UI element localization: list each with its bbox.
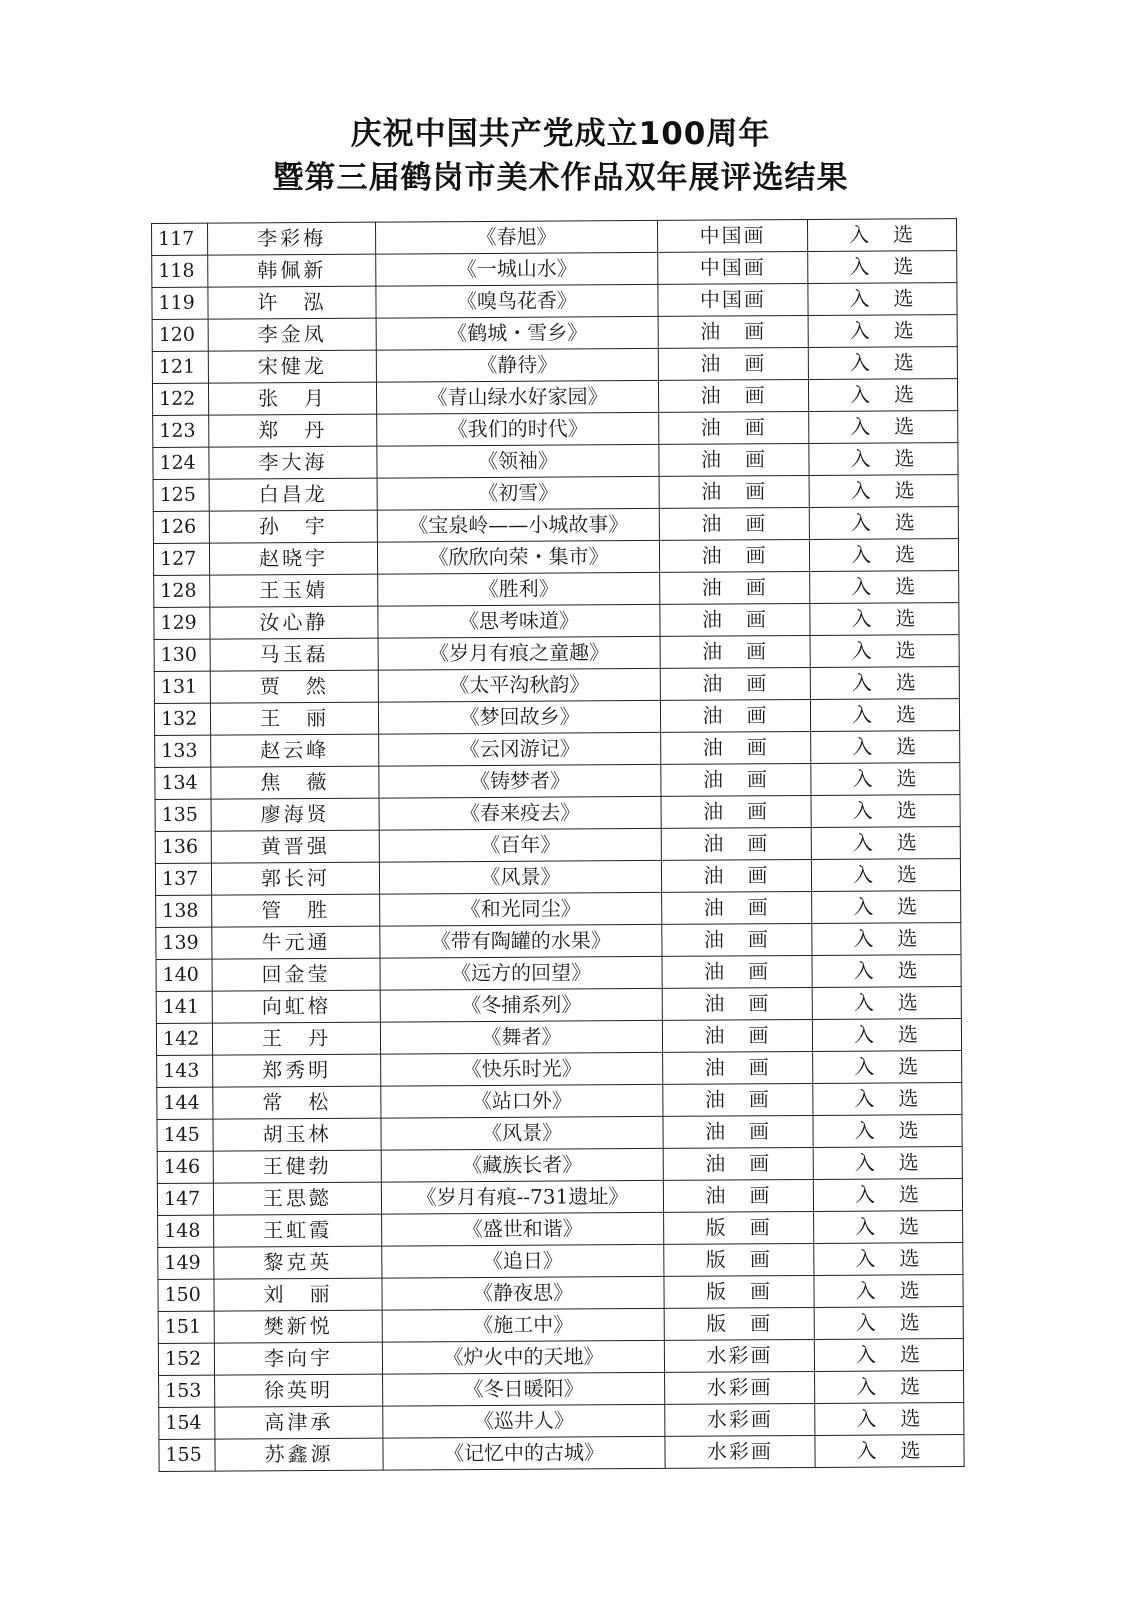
title-line-1: 庆祝中国共产党成立100周年 [350,116,771,152]
cell-number: 155 [159,1439,215,1471]
results-table [151,218,965,1472]
cell-result: 入 选 [810,667,959,700]
cell-result: 入 选 [810,699,959,732]
cell-result: 入 选 [814,1211,963,1244]
cell-number: 130 [154,639,210,671]
cell-number: 139 [156,927,212,959]
cell-work-title: 《欣欣向荣・集市》 [377,540,659,574]
cell-result: 入 选 [811,795,960,828]
table-row [158,1307,963,1344]
cell-artist-name: 管 胜 [212,894,380,927]
table-row [155,859,960,896]
cell-result: 入 选 [812,987,961,1020]
cell-result: 入 选 [814,1339,963,1372]
cell-work-title: 《嗅鸟花香》 [376,284,658,318]
cell-work-title: 《藏族长者》 [381,1148,663,1182]
cell-number: 123 [153,415,209,447]
table-row [154,603,959,640]
cell-number: 151 [158,1311,214,1343]
cell-number: 144 [157,1087,213,1119]
cell-artist-name: 李金凤 [208,318,376,351]
table-row [159,1403,964,1440]
cell-category: 油 画 [662,987,812,1020]
table-row [159,1435,964,1472]
cell-category: 油 画 [663,1147,813,1180]
cell-artist-name: 向虹榕 [212,990,380,1023]
cell-result: 入 选 [808,283,957,316]
cell-work-title: 《青山绿水好家园》 [376,380,658,414]
cell-artist-name: 马玉磊 [210,638,378,671]
cell-work-title: 《云冈游记》 [379,732,661,766]
cell-work-title: 《领袖》 [377,444,659,478]
cell-artist-name: 宋健龙 [208,350,376,383]
cell-result: 入 选 [812,891,961,924]
cell-artist-name: 张 月 [208,382,376,415]
cell-artist-name: 王玉婧 [210,574,378,607]
cell-work-title: 《记忆中的古城》 [383,1436,665,1470]
cell-category: 油 画 [660,699,810,732]
table-row [153,411,958,448]
cell-category: 油 画 [661,763,811,796]
cell-artist-name: 许 泓 [208,286,376,319]
cell-artist-name: 黎克英 [214,1246,382,1279]
cell-result: 入 选 [810,635,959,668]
cell-artist-name: 廖海贤 [211,798,379,831]
cell-result: 入 选 [811,731,960,764]
cell-category: 油 画 [660,635,810,668]
table-row [156,1019,961,1056]
cell-category: 油 画 [661,859,811,892]
cell-number: 154 [159,1407,215,1439]
cell-work-title: 《梦回故乡》 [378,700,660,734]
cell-category: 油 画 [659,539,809,572]
table-row [153,539,958,576]
cell-number: 129 [154,607,210,639]
cell-work-title: 《盛世和谐》 [382,1212,664,1246]
cell-category: 油 画 [660,571,810,604]
cell-result: 入 选 [811,763,960,796]
cell-result: 入 选 [812,955,961,988]
cell-result: 入 选 [809,411,958,444]
cell-category: 水彩画 [664,1339,814,1372]
cell-work-title: 《站口外》 [381,1084,663,1118]
cell-category: 水彩画 [665,1371,815,1404]
cell-result: 入 选 [813,1051,962,1084]
cell-number: 122 [152,383,208,415]
cell-number: 128 [154,575,210,607]
cell-category: 油 画 [662,955,812,988]
title-line-2: 暨第三届鹤岗市美术作品双年展评选结果 [272,160,849,196]
cell-work-title: 《风景》 [381,1116,663,1150]
cell-artist-name: 苏鑫源 [215,1438,383,1471]
cell-result: 入 选 [813,1083,962,1116]
cell-category: 油 画 [663,1179,813,1212]
cell-result: 入 选 [814,1243,963,1276]
cell-number: 147 [157,1183,213,1215]
cell-artist-name: 徐英明 [215,1374,383,1407]
cell-category: 油 画 [661,827,811,860]
table-row [154,571,959,608]
cell-work-title: 《岁月有痕之童趣》 [378,636,660,670]
cell-result: 入 选 [815,1403,964,1436]
table-row [156,891,961,928]
cell-work-title: 《风景》 [379,860,661,894]
cell-artist-name: 王健勃 [213,1150,381,1183]
document-title [0,112,1121,200]
table-row [154,635,959,672]
table-row [152,219,957,256]
cell-result: 入 选 [812,1019,961,1052]
cell-result: 入 选 [807,219,956,252]
table-row [156,923,961,960]
cell-artist-name: 回金莹 [212,958,380,991]
cell-result: 入 选 [810,603,959,636]
cell-result: 入 选 [815,1435,964,1468]
cell-result: 入 选 [809,443,958,476]
cell-artist-name: 牛元通 [212,926,380,959]
cell-category: 油 画 [662,891,812,924]
table-row [155,795,960,832]
cell-work-title: 《远方的回望》 [380,956,662,990]
cell-result: 入 选 [813,1115,962,1148]
cell-number: 117 [152,223,208,255]
cell-artist-name: 焦 薇 [211,766,379,799]
cell-artist-name: 贾 然 [210,670,378,703]
cell-number: 125 [153,479,209,511]
cell-number: 132 [154,703,210,735]
cell-number: 137 [155,863,211,895]
table-row [157,1051,962,1088]
cell-artist-name: 李大海 [209,446,377,479]
cell-number: 152 [158,1343,214,1375]
table-row [152,379,957,416]
cell-work-title: 《岁月有痕--731遗址》 [381,1180,663,1214]
cell-category: 油 画 [659,475,809,508]
table-row [153,507,958,544]
cell-work-title: 《巡井人》 [383,1404,665,1438]
table-row [159,1371,964,1408]
cell-result: 入 选 [815,1371,964,1404]
cell-number: 138 [156,895,212,927]
cell-result: 入 选 [811,827,960,860]
cell-category: 水彩画 [665,1403,815,1436]
cell-artist-name: 郑 丹 [209,414,377,447]
cell-category: 油 画 [658,379,808,412]
cell-category: 版 画 [664,1211,814,1244]
cell-category: 版 画 [664,1307,814,1340]
cell-result: 入 选 [814,1307,963,1340]
cell-category: 油 画 [659,411,809,444]
cell-artist-name: 王思懿 [213,1182,381,1215]
cell-number: 135 [155,799,211,831]
cell-artist-name: 白昌龙 [209,478,377,511]
cell-artist-name: 李彩梅 [208,222,376,255]
cell-number: 133 [155,735,211,767]
cell-work-title: 《太平沟秋韵》 [378,668,660,702]
cell-artist-name: 胡玉林 [213,1118,381,1151]
results-table-body [152,219,965,1472]
table-row [152,283,957,320]
cell-category: 中国画 [658,251,808,284]
table-row [158,1211,963,1248]
cell-number: 131 [154,671,210,703]
cell-artist-name: 郭长河 [211,862,379,895]
cell-work-title: 《胜利》 [378,572,660,606]
cell-category: 油 画 [658,315,808,348]
cell-number: 145 [157,1119,213,1151]
cell-work-title: 《冬捕系列》 [380,988,662,1022]
cell-artist-name: 汝心静 [210,606,378,639]
cell-work-title: 《炉火中的天地》 [382,1340,664,1374]
cell-category: 油 画 [659,507,809,540]
cell-number: 119 [152,287,208,319]
cell-result: 入 选 [813,1179,962,1212]
cell-result: 入 选 [808,315,957,348]
cell-result: 入 选 [811,859,960,892]
cell-artist-name: 赵晓宇 [209,542,377,575]
table-row [152,315,957,352]
cell-category: 水彩画 [665,1435,815,1468]
cell-number: 127 [153,543,209,575]
cell-category: 版 画 [664,1243,814,1276]
cell-artist-name: 刘 丽 [214,1278,382,1311]
cell-work-title: 《带有陶罐的水果》 [380,924,662,958]
table-row [156,987,961,1024]
cell-work-title: 《舞者》 [380,1020,662,1054]
results-table-wrap [151,218,965,1472]
cell-category: 油 画 [663,1115,813,1148]
cell-artist-name: 王 丽 [210,702,378,735]
cell-work-title: 《鹤城・雪乡》 [376,316,658,350]
table-row [157,1179,962,1216]
cell-artist-name: 常 松 [213,1086,381,1119]
cell-work-title: 《铸梦者》 [379,764,661,798]
cell-result: 入 选 [810,571,959,604]
cell-work-title: 《春来疫去》 [379,796,661,830]
table-row [155,763,960,800]
cell-result: 入 选 [808,379,957,412]
cell-result: 入 选 [809,475,958,508]
table-row [152,251,957,288]
cell-result: 入 选 [814,1275,963,1308]
cell-number: 148 [158,1215,214,1247]
cell-work-title: 《追日》 [382,1244,664,1278]
cell-work-title: 《思考味道》 [378,604,660,638]
cell-category: 油 画 [659,443,809,476]
cell-result: 入 选 [808,251,957,284]
table-row [154,667,959,704]
table-row [158,1243,963,1280]
cell-artist-name: 黄晋强 [211,830,379,863]
cell-artist-name: 樊新悦 [214,1310,382,1343]
table-row [158,1275,963,1312]
cell-work-title: 《施工中》 [382,1308,664,1342]
table-row [154,699,959,736]
cell-category: 油 画 [663,1051,813,1084]
cell-category: 油 画 [661,731,811,764]
cell-work-title: 《快乐时光》 [381,1052,663,1086]
cell-number: 149 [158,1247,214,1279]
cell-number: 120 [152,319,208,351]
cell-number: 140 [156,959,212,991]
cell-work-title: 《静待》 [376,348,658,382]
cell-artist-name: 李向宇 [214,1342,382,1375]
cell-result: 入 选 [809,507,958,540]
cell-work-title: 《我们的时代》 [377,412,659,446]
cell-category: 中国画 [657,219,807,252]
cell-work-title: 《宝泉岭——小城故事》 [377,508,659,542]
cell-artist-name: 赵云峰 [211,734,379,767]
cell-category: 油 画 [660,667,810,700]
table-row [155,731,960,768]
table-row [157,1147,962,1184]
table-row [153,475,958,512]
cell-number: 134 [155,767,211,799]
cell-number: 146 [157,1151,213,1183]
table-row [158,1339,963,1376]
cell-number: 153 [159,1375,215,1407]
cell-work-title: 《初雪》 [377,476,659,510]
table-row [152,347,957,384]
cell-category: 版 画 [664,1275,814,1308]
cell-number: 126 [153,511,209,543]
table-row [157,1115,962,1152]
cell-artist-name: 郑秀明 [213,1054,381,1087]
cell-artist-name: 孙 宇 [209,510,377,543]
table-row [157,1083,962,1120]
cell-artist-name: 王虹霞 [214,1214,382,1247]
cell-number: 150 [158,1279,214,1311]
cell-artist-name: 高津承 [215,1406,383,1439]
table-row [155,827,960,864]
cell-work-title: 《一城山水》 [376,252,658,286]
cell-work-title: 《冬日暖阳》 [383,1372,665,1406]
cell-category: 油 画 [660,603,810,636]
cell-category: 中国画 [658,283,808,316]
cell-number: 121 [152,351,208,383]
cell-category: 油 画 [663,1083,813,1116]
cell-artist-name: 韩佩新 [208,254,376,287]
table-row [156,955,961,992]
table-row [153,443,958,480]
cell-work-title: 《静夜思》 [382,1276,664,1310]
cell-work-title: 《春旭》 [375,220,657,254]
cell-number: 143 [157,1055,213,1087]
cell-number: 141 [156,991,212,1023]
cell-category: 油 画 [658,347,808,380]
cell-work-title: 《和光同尘》 [380,892,662,926]
cell-result: 入 选 [809,539,958,572]
cell-result: 入 选 [812,923,961,956]
cell-number: 124 [153,447,209,479]
cell-result: 入 选 [813,1147,962,1180]
cell-artist-name: 王 丹 [212,1022,380,1055]
cell-category: 油 画 [662,1019,812,1052]
cell-category: 油 画 [661,795,811,828]
cell-work-title: 《百年》 [379,828,661,862]
cell-category: 油 画 [662,923,812,956]
cell-number: 136 [155,831,211,863]
cell-number: 118 [152,255,208,287]
cell-result: 入 选 [808,347,957,380]
cell-number: 142 [156,1023,212,1055]
